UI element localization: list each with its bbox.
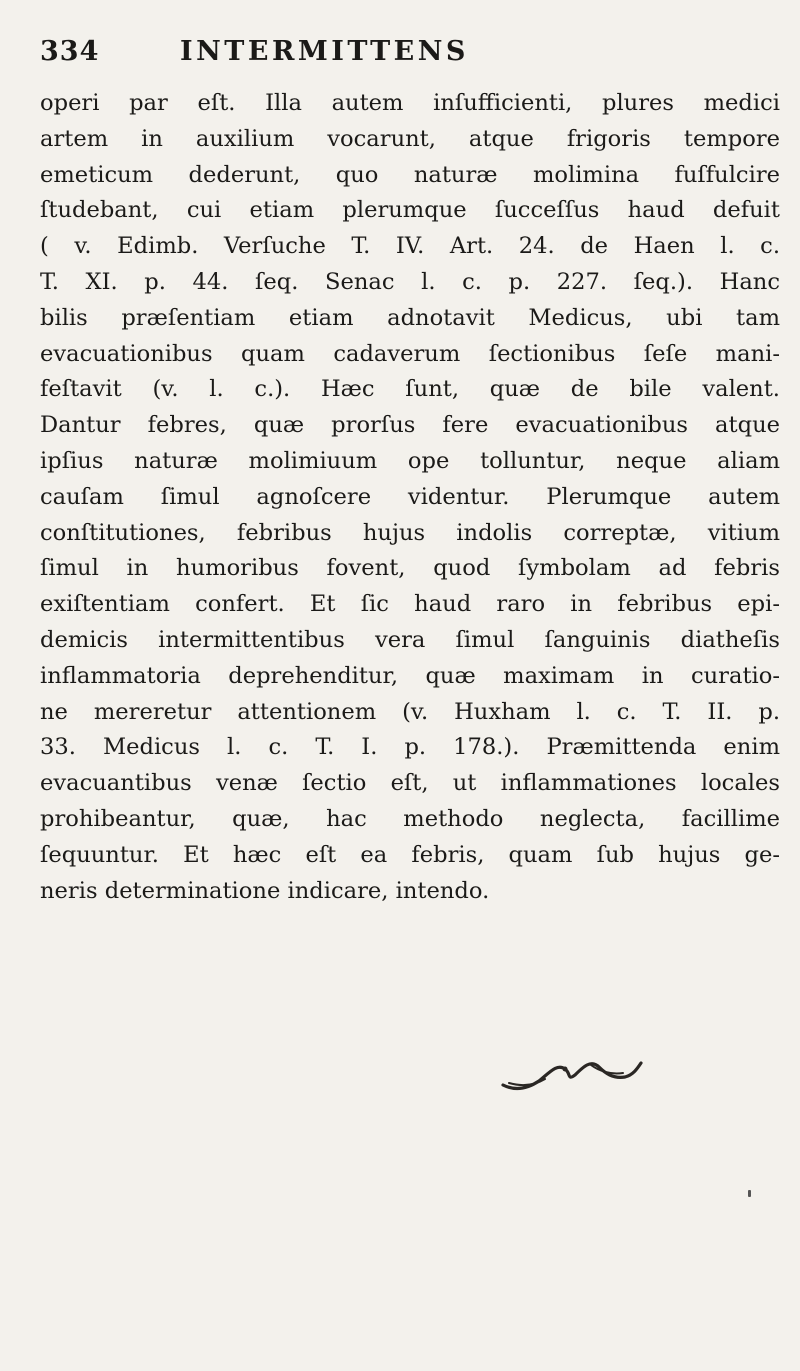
text-line: 33. Medicus l. c. T. I. p. 178.). Præmittenda enim — [40, 734, 780, 761]
text-line: artem in auxilium vocarunt, atque frigoris tempore — [40, 125, 780, 152]
text-line: evacuantibus venæ ſectio eſt, ut inflammationes locales — [40, 770, 780, 797]
text-line: ipſius naturæ molimiuum ope tolluntur, neque aliam — [40, 447, 780, 474]
body-text — [40, 86, 780, 909]
text-line: bilis præſentiam etiam adnotavit Medicus, ubi tam — [40, 304, 780, 331]
text-line: evacuationibus quam cadaverum ſectionibus ſeſe mani- — [40, 340, 780, 367]
text-line: ſtudebant, cui etiam plerumque ſucceſſus haud defuit — [40, 197, 780, 224]
printers-flourish-ornament-icon — [495, 1045, 645, 1095]
text-line: neris determinatione indicare, intendo. — [40, 877, 490, 904]
text-line: ( v. Edimb. Verſuche T. IV. Art. 24. de Haen l. c. — [40, 233, 780, 260]
running-head: INTERMITTENS — [180, 36, 469, 67]
page-number: 334 — [40, 36, 100, 67]
text-line: prohibeantur, quæ, hac methodo neglecta, facillime — [40, 805, 780, 832]
text-line: T. XI. p. 44. ſeq. Senac l. c. p. 227. ſeq.). Hanc — [40, 268, 780, 295]
text-line: ſimul in humoribus fovent, quod ſymbolam ad febris — [40, 555, 780, 582]
text-line: emeticum dederunt, quo naturæ molimina fuſfulcire — [40, 161, 780, 188]
text-line: inflammatoria deprehenditur, quæ maximam in curatio- — [40, 662, 780, 689]
text-line: Dantur febres, quæ prorſus fere evacuationibus atque — [40, 412, 780, 439]
text-line: exiſtentiam confert. Et ſic haud raro in febribus epi- — [40, 591, 780, 618]
ink-speck — [748, 1190, 751, 1197]
text-line: conſtitutiones, febribus hujus indolis correptæ, vitium — [40, 519, 780, 546]
text-line: feſtavit (v. l. c.). Hæc ſunt, quæ de bile valent. — [40, 376, 780, 403]
text-line: operi par eſt. Illa autem inſufficienti, plures medici — [40, 90, 780, 116]
text-line: cauſam ſimul agnoſcere videntur. Plerumque autem — [40, 483, 780, 510]
text-line: demicis intermittentibus vera ſimul ſanguinis diatheſis — [40, 626, 780, 653]
text-line: ne mereretur attentionem (v. Huxham l. c. T. II. p. — [40, 698, 780, 725]
page-header — [40, 36, 770, 84]
text-line: ſequuntur. Et hæc eſt ea febris, quam ſub hujus ge- — [40, 841, 780, 868]
